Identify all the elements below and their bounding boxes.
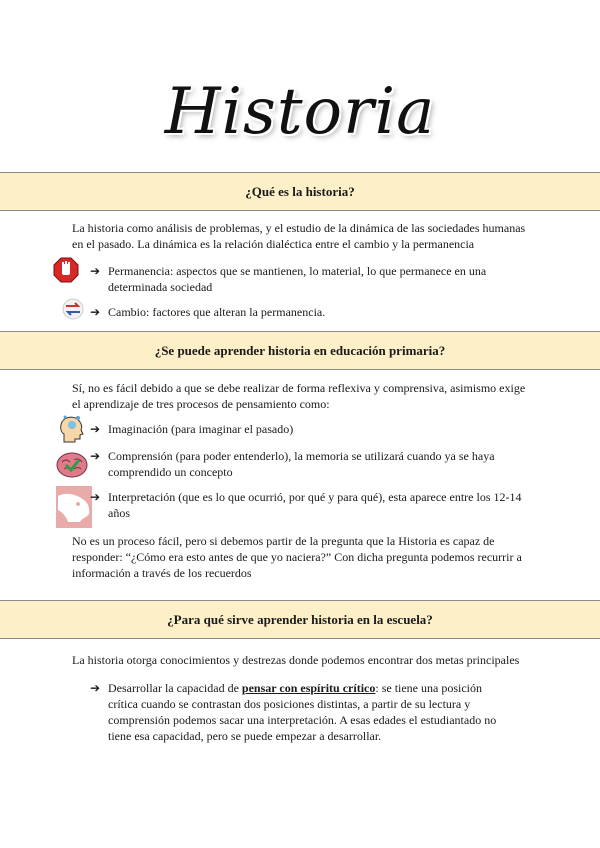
item-text-after: : se tiene una posición crítica cuando se contrastan dos posiciones distintas, a partir de su lectura y comprensión podemos sacar una interpretación. A esas edades el estudiantado no tiene esa capacidad, pero se puede empezar a desarrollar. [108,681,497,743]
section-2-outro: No es un proceso fácil, pero si debemos partir de la pregunta que la Historia es capaz de responder: “¿Cómo era esto antes de que yo naciera?” Con dicha pregunta podemos recurrir a información a través de los recuerdos [72,534,522,580]
change-arrows-icon [62,298,84,320]
critical-thinking-emphasis: pensar con espíritu crítico [241,681,376,695]
item-comprension: Comprensión (para poder entenderlo), la memoria se utilizará cuando ya se haya comprendido un concepto [108,449,495,479]
section-heading-2: ¿Se puede aprender historia en educación primaria? [0,331,600,370]
item-pensamiento-critico [108,680,513,744]
imagination-head-icon [56,412,88,444]
stop-hand-icon [53,257,79,283]
item-interpretacion: Interpretación (que es lo que ocurrió, por qué y para qué), esta aparece entre los 12-14 años [108,490,522,520]
item-permanencia: Permanencia: aspectos que se mantienen, lo material, lo que permanece en una determinada sociedad [108,264,487,294]
bullet-arrow: ➔ [90,490,101,504]
page-title: Historia [164,75,436,149]
bullet-arrow: ➔ [90,422,101,436]
item-imaginacion: Imaginación (para imaginar el pasado) [108,422,294,436]
interpretation-image-icon [56,486,92,528]
bullet-arrow: ➔ [90,305,101,319]
bullet-arrow: ➔ [90,449,101,463]
brain-check-icon [56,450,88,480]
section-1-intro: La historia como análisis de problemas, y el estudio de la dinámica de las sociedades humanas en el pasado. La dinámica es la relación dialéctica entre el cambio y la permanencia [72,221,526,251]
bullet-arrow: ➔ [90,681,101,695]
section-heading-3: ¿Para qué sirve aprender historia en la escuela? [0,600,600,639]
item-cambio: Cambio: factores que alteran la permanencia. [108,305,326,319]
section-2-intro: Sí, no es fácil debido a que se debe realizar de forma reflexiva y comprensiva, asimismo exige el aprendizaje de tres procesos de pensamiento como: [72,381,526,411]
bullet-arrow: ➔ [90,264,101,278]
item-text-before: Desarrollar la capacidad de [108,681,242,695]
section-heading-1: ¿Qué es la historia? [0,172,600,211]
section-3-intro: La historia otorga conocimientos y destrezas donde podemos encontrar dos metas principales [72,653,520,667]
